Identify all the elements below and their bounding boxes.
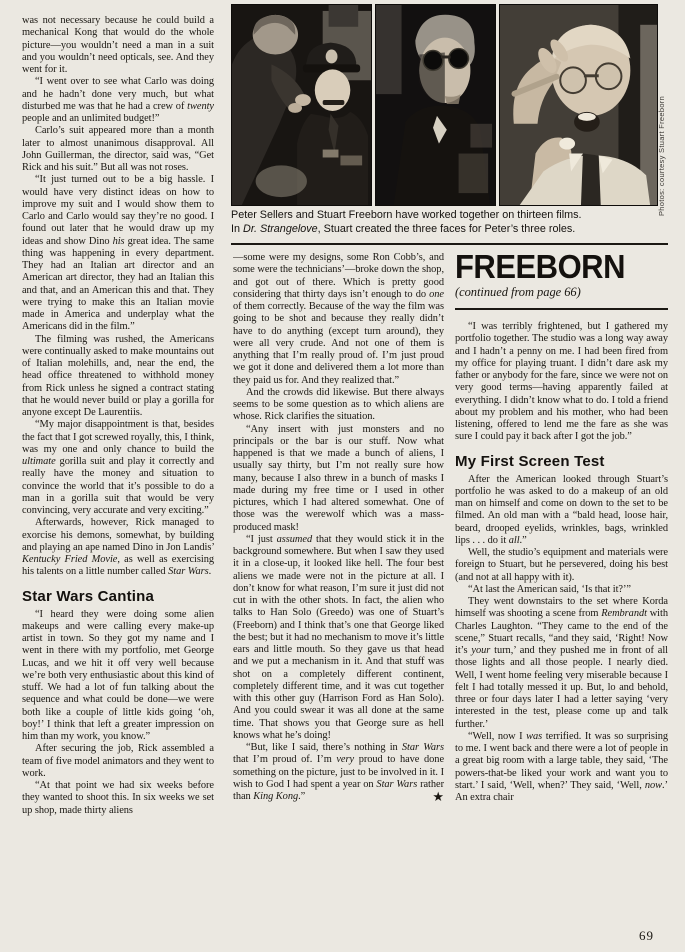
paragraph: Carlo’s suit appeared more than a month later to almost unanimous disapproval. All John Guillerman, the director, said was, “Get Rick and his suit.” But all was not roses.	[22, 125, 214, 173]
paragraph: “I heard they were doing some alien makeups and were calling every make-up artist in town. So they got my name and I went in there with my portfolio, met George Lucas, and we hit it off very well because we’re both very enthusiastic about this kind of stuff. We had a lot of fun talking about the sequence and what could be done—we were both like a couple of little kids going ‘oh, boy!’ I think that left a greater impression on him than my work, you know.”	[22, 608, 214, 742]
photo2-image	[376, 5, 495, 205]
section-heading-star-wars-cantina: Star Wars Cantina	[22, 587, 155, 605]
divider-rule	[231, 243, 668, 245]
paragraph: They went downstairs to the set where Korda himself was shooting a scene from Rembrandt with Charles Laughton. “They came to the end of the scene,” Stuart recalls, “and they said, ‘Right! Now it’s your turn,’ and they pushed me in front of all those lights and all those people. I nearly died. Well, I went home feeling very miserable because I felt I had totally messed it up. But, lo and behold, three or four days later I had a letter saying ‘very interested in the test, please come up and talk further.’	[455, 596, 668, 730]
end-star-icon: ★	[432, 789, 444, 804]
paragraph: “At last the American said, ‘Is that it?’”	[468, 583, 631, 595]
photo-strip	[231, 4, 658, 206]
paragraph-with-end-star: “But, like I said, there’s nothing in Star Wars that I’m proud of. I’m very proud to have done something on the picture, just to be involved in it. I wish to God I had spent a year on Star Wars rather than King Kong.” ★	[233, 742, 444, 804]
paragraph: After securing the job, Rick assembled a team of five model animators and they went to work.	[22, 743, 214, 779]
paragraph: “I just assumed that they would stick it in the background somewhere. But when I saw they used it in a close-up, it looked like hell. The four best aliens we made were not in the picture at all. I don’t know for what reason, I’m sure it just did not cut in with the other shots. In fact, the alien who talks to Han Solo (Greedo) was one of Stuart’s (Freeborn) and I think that’s one that George liked the best; but it had no mechanism to move it’s little ears and little mouth. So they gave us that head and we put a mechanism in it. And that stuff was shot on a completely different continent, completely different time, and it was cut together with this other guy (Harrison Ford as Han Solo). And you could swear it was all done at the same time. That shows you that George sure as hell knows what he’s doing!	[233, 533, 444, 741]
paragraph: Well, the studio’s equipment and materials were foreign to Stuart, but he persevered, doing his best (and not at all happy with it).	[455, 547, 668, 583]
photo-bald-makeup-application	[499, 4, 658, 206]
photo3-image	[500, 5, 657, 205]
paragraph: Afterwards, however, Rick managed to exorcise his demons, somewhat, by building and playing an ape named Dino in Jon Landis’ Kentucky Fried Movie, as well as exercising his talents on a little number called Star Wars.	[22, 517, 214, 578]
paragraph: And the crowds did likewise. But there always seems to be some question as to which aliens are whose. Rick clarifies the situation.	[233, 386, 444, 423]
caption-line1: Peter Sellers and Stuart Freeborn have worked together on thirteen films.	[231, 209, 582, 221]
photo-credit: Photos: courtesy Stuart Freeborn	[657, 95, 666, 216]
column-right	[455, 250, 668, 950]
paragraph: “Any insert with just monsters and no principals or the bar is our stuff. Now what happened is that we made a bunch of aliens, I usually say thirty, but I’m not really sure how many, because I also threw in a bunch of masks I made during my free time or I used in other pictures, which I had altered somewhat. One of those was the werewolf which was a mass-produced mask!	[233, 423, 444, 533]
paragraph: “I was terribly frightened, but I gathered my portfolio together. The studio was a long way away and I hadn’t a penny on me. I had been fired from my office for playing truant. I didn’t dare ask my father or anybody for the fare, since we were not on very good terms—having apparently failed at everything. I didn’t know what to do. I told a friend about my problem and his mother, who had been listening, offered to lend me the fare as she was sure I could pay it back after I got the job.”	[455, 321, 668, 443]
paragraph: “At that point we had six weeks before they wanted to shoot this. In six weeks we set up shop, made thirty aliens	[22, 780, 214, 816]
column-rule	[455, 308, 668, 310]
paragraph: “My major disappointment is that, besides the fact that I got screwed royally, this, I think, was my one and only chance to build the ultimate gorilla suit and play it correctly and really have the money and situation to convince the world that it’s possible to do a man in a gorilla suit that would be very convincing, very accurate and very exciting.”	[22, 419, 214, 516]
column-left	[22, 15, 214, 947]
paragraph: was not necessary because he could build a mechanical Kong that would do the whole picture—you wouldn’t need a man in a suit and you wouldn’t need opticals, see. And they went for it.	[22, 15, 214, 75]
photo-freeborn-and-sellers-mustache	[231, 4, 372, 206]
section-heading-my-first-screen-test: My First Screen Test	[455, 452, 605, 470]
photo-strangelove-dark-glasses	[375, 4, 496, 206]
paragraph: The filming was rushed, the Americans were continually asked to make mountains out of Italian molehills, and, near the end, the head office threatened to withhold money from Rick unless he signed a contract stating that he would never build or play a gorilla for anyone except De Laurentiis.	[22, 333, 214, 418]
photo1-image	[232, 5, 371, 205]
paragraph: After the American looked through Stuart’s portfolio he was asked to do a makeup of an old man on himself and come on down to the set to be filmed. An old man with a “bald head, loose hair, beard, drooped eyelids, wrinkles, bags, wrinkled lips . . . do it all.”	[455, 473, 668, 546]
page-number: 69	[639, 928, 654, 943]
paragraph: “It just turned out to be a big hassle. I would have very distinct ideas on how to improve my suit and I would show them to Carlo and Carlo would say they’re no good. I found out later that he would draw up my ideas and show Dino his great idea. The same thing was happening in every department. They had an Italian art director and an American art director, they had an Italian this and that, and an American this and that. They were trying to make this an Italian movie made in America and underplay what the Americans did in the film.”	[22, 174, 214, 333]
paragraph: “I went over to see what Carlo was doing and he hadn’t done very much, but what disturbed me was that he had a crew of twenty people and an unlimited budget!”	[22, 76, 214, 124]
continued-from-note: (continued from page 66)	[455, 285, 581, 299]
paragraph: —some were my designs, some Ron Cobb’s, and some were the technicians’—broke down the shop, and got out of there. Which is pretty good considering that thirty days isn’t enough to do one of them correctly. Because of the way the film was going to be shot and because they really didn’t have to do anything (except turn around), they were all very crude. And not one of them is anything that I’m really proud of. I’m just proud we got it done and delivered them a lot more than they paid us for. And they realized that.”	[233, 252, 444, 386]
paragraph: “Well, now I was terrified. It was so surprising to me. I went back and there were a lot of people in a great big room with a large table, they said, ‘The powers-that-be liked your work and want you to start.’ I said, ‘Well, when?’ They said, ‘Well, now.’ An extra chair	[455, 730, 668, 803]
article-title: FREEBORN	[455, 250, 625, 286]
column-middle	[233, 252, 444, 948]
photo-caption	[231, 209, 668, 236]
caption-line2: In Dr. Strangelove, Stuart created the three faces for Peter’s three roles.	[231, 222, 576, 235]
